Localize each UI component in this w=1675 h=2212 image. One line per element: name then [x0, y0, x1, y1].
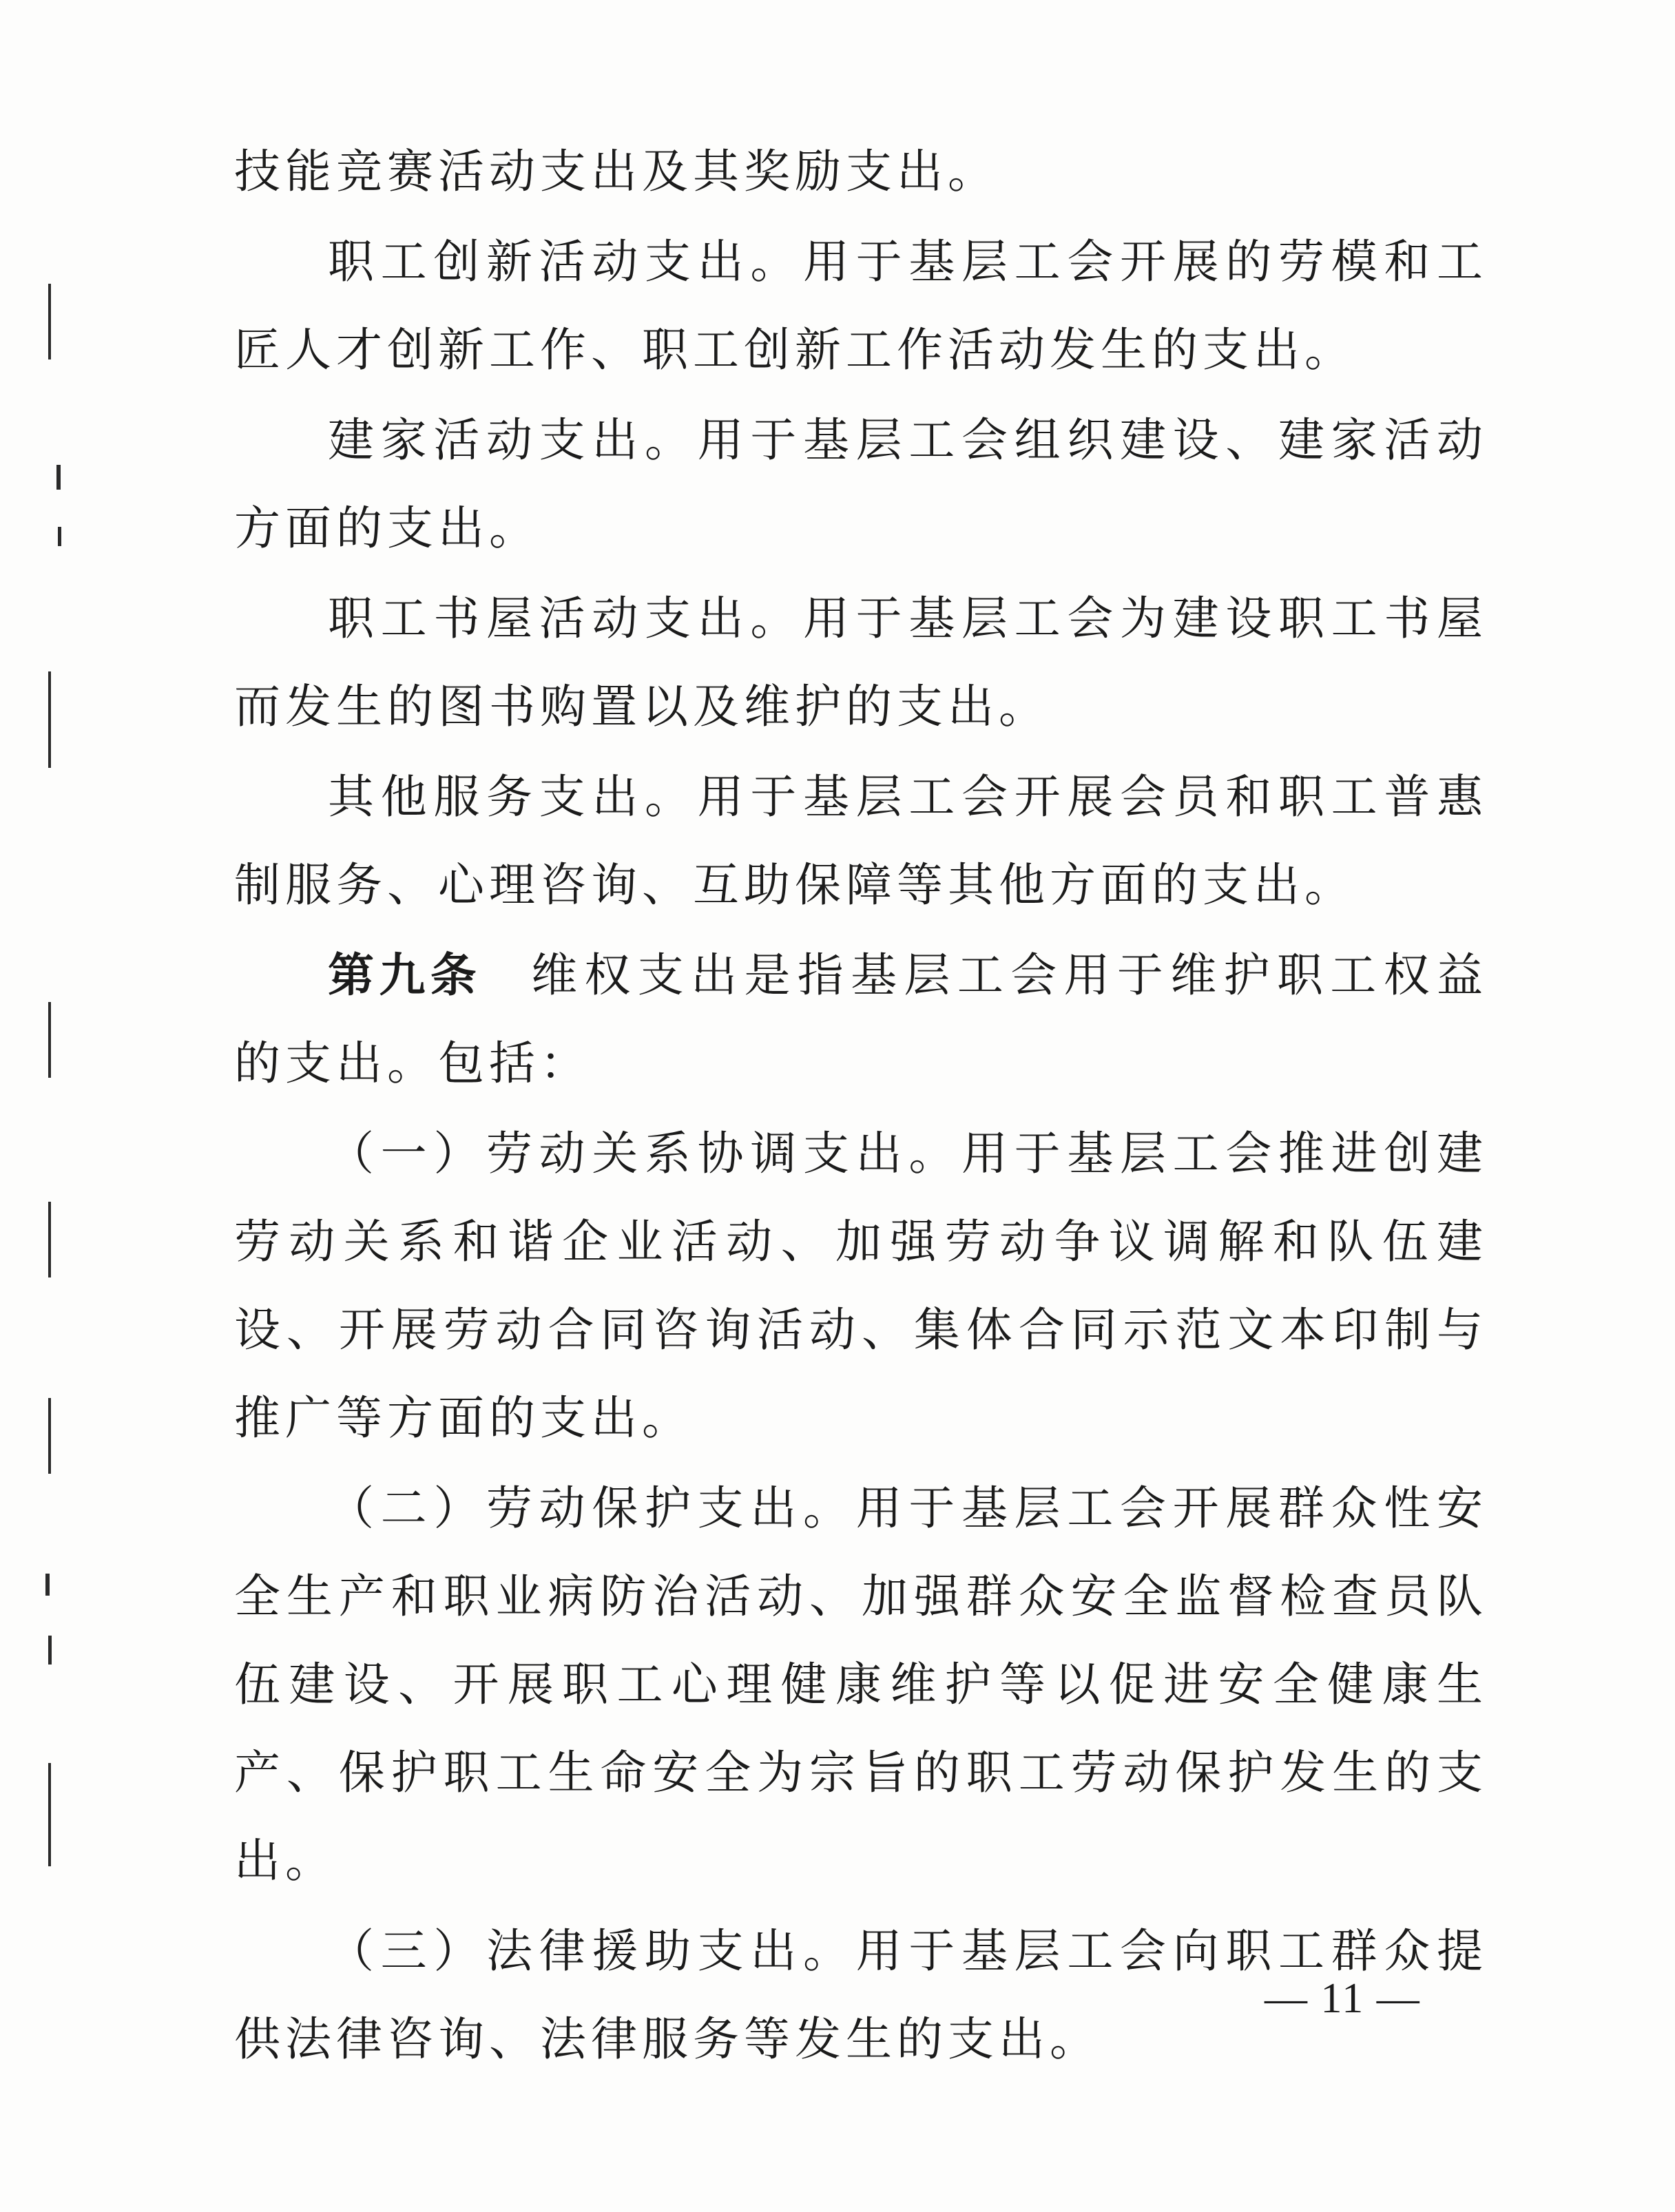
- article-heading: 第九条: [328, 948, 482, 1002]
- binding-mark: [58, 527, 61, 546]
- binding-mark: [48, 284, 51, 359]
- binding-mark: [56, 465, 61, 490]
- binding-mark: [48, 1398, 51, 1474]
- binding-mark: [48, 671, 51, 768]
- paragraph: 建家活动支出。用于基层工会组织建设、建家活动方面的支出。: [234, 413, 1488, 555]
- paragraph: （三）法律援助支出。用于基层工会向职工群众提供法律咨询、法律服务等发生的支出。: [234, 1924, 1488, 2066]
- binding-mark: [48, 1763, 51, 1866]
- article-paragraph: [234, 931, 1488, 1107]
- paragraph: 其他服务支出。用于基层工会开展会员和职工普惠制服务、心理咨询、互助保障等其他方面的支出。: [234, 770, 1488, 912]
- article-text: 维权支出是指基层工会用于维护职工权益的支出。包括：: [234, 948, 1488, 1090]
- binding-mark: [45, 1574, 50, 1596]
- paragraph: （一）劳动关系协调支出。用于基层工会推进创建劳动关系和谐企业活动、加强劳动争议调解和队伍建设、开展劳动合同咨询活动、集体合同示范文本印制与推广等方面的支出。: [234, 1127, 1488, 1445]
- page-number: — 11 —: [1265, 1975, 1421, 2022]
- binding-mark: [48, 1636, 52, 1665]
- document-body: [234, 127, 1488, 2085]
- binding-mark: [48, 1002, 51, 1078]
- paragraph: 技能竞赛活动支出及其奖励支出。: [234, 145, 999, 198]
- paragraph: （二）劳动保护支出。用于基层工会开展群众性安全生产和职业病防治活动、加强群众安全监督检查员队伍建设、开展职工心理健康维护等以促进安全健康生产、保护职工生命安全为宗旨的职工劳动保护发生的支出。: [234, 1481, 1488, 1888]
- paragraph: 职工书屋活动支出。用于基层工会为建设职工书屋而发生的图书购置以及维护的支出。: [234, 592, 1488, 733]
- paragraph: 职工创新活动支出。用于基层工会开展的劳模和工匠人才创新工作、职工创新工作活动发生的支出。: [234, 235, 1488, 377]
- binding-mark: [48, 1202, 51, 1277]
